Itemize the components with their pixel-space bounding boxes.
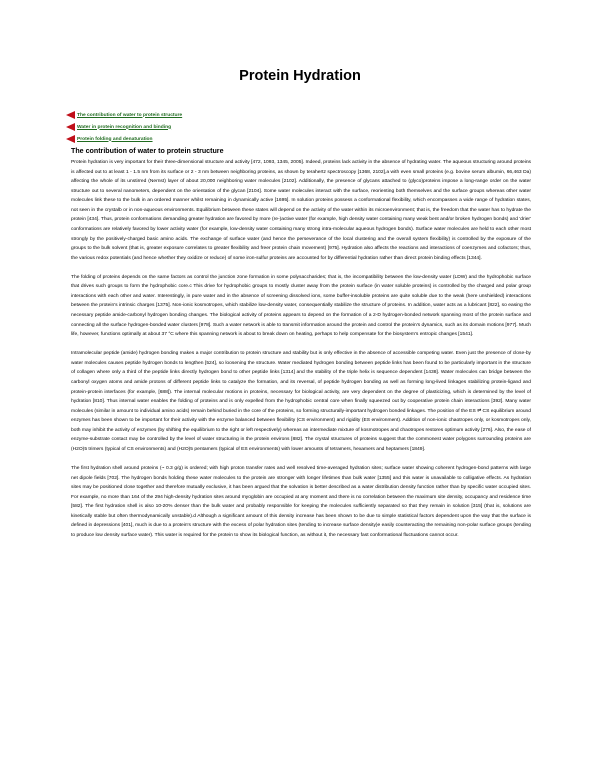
left-arrow-icon: [66, 135, 75, 143]
table-of-contents: [66, 109, 182, 145]
left-arrow-icon: [66, 111, 75, 119]
paragraph: Protein hydration is very important for their three-dimensional structure and activity [472, 1093, 1345, 2005]. Indeed, proteins lack activity in the absence of hydrating water. The aqueous structuring around proteins is affected out to at least 1 - 1.5 nm from its surface or 2 - 3 nm between neighboring proteins, as shown by terahertz spectroscopy [1368, 2102],a with even small proteins (e.g. bovine serum albumin, 66,463 Da) affecting the whole of its unstirred (Nernst) layer of about 20,000 neighboring water molecules [2102]. Additionally, the presence of glycans attached to (glyco)proteins impose a long-range order on the water structure out to several nanometers, dependent on the orientation of the glycan [2104]. Some water molecules interact with the surface, reorienting both themselves and the surface groups whereas other water molecules link these to the bulk in an ordered manner whilst remaining in dynamically active [1695]. In solution proteins possess a conformational flexibility, which encompasses a wide range of hydration states, not seen in the crystalb or in non-aqueous environments. Equilibrium between these states will depend on the activity of the water within its microenvironment; that is, the freedom that the water has to hydrate the protein [434]. Thus, protein conformations demanding greater hydration are favored by more (re-)active water (for example, high density water containing many weak bent and/or broken hydrogen bonds) and 'drier' conformations are relatively favored by lower activity water (for example, low-density water containing many strong intra-molecular aqueous hydrogen bonds). Surface water molecules are held to each other most strongly by the positively-charged basic amino acids. The exchange of surface water (and hence the perseverance of the local clustering and the overall system flexibility) is controlled by the exposure of the groups to the bulk solvent (that is, greater exposure correlates to greater flexibility and freer protein chain movement) [975]. Hydration also affects the reactions and interactions of coenzymes and cofactors; thus, the various redox potentials (and hence whether they oxidize or reduce) of some iron-sulfur proteins are accounted for by differential hydration rather than direct protein binding effects [1344].: [71, 160, 531, 261]
page-title: Protein Hydration: [239, 68, 361, 84]
toc-item[interactable]: [66, 133, 182, 145]
left-arrow-icon: [66, 123, 75, 131]
toc-link-folding-denaturation[interactable]: Protein folding and denaturation: [77, 136, 153, 142]
toc-item[interactable]: [66, 121, 182, 133]
toc-link-recognition-binding[interactable]: Water in protein recognition and binding: [77, 124, 172, 130]
paragraph: Intramolecular peptide (amide) hydrogen bonding makes a major contribution to protein structure and stability but is only effective in the absence of accessible competing water. Even just the presence of close-by water molecules causes peptide hydrogen bonds to lengthen [524], so loosening the structure. Water mediated hydrogen bonding between peptide links has been found to be particularly important in the structure of collagen where only a third of the peptide links directly hydrogen bond to other peptide links [1314] and the stability of the triple helix is sequence dependent [1438]. Water molecules can bridge between the carbonyl oxygen atoms and amide protons of different peptide links to catalyze the formation, and its reversal, of peptide hydrogen bonding as well as forming long-lived linkages stabilizing protein-ligand and protein-protein interfaces (for example, [688]). The internal molecular motions in proteins, necessary for biological activity, are very dependent on the degree of plasticizing, which is determined by the level of hydration [810]. Thus internal water enables the folding of proteins and is only expelled from the hydrophobic central core when finally squeezed out by cooperative protein chain interactions [392]. Many water molecules (similar in amount to individual amino acids) remain behind buried in the core of the proteins, so forming structurally-important hydrogen bonded linkages. The position of the ES ⇌ CS equilibrium around enzymes has been shown to be important for their activity with the enzyme balanced between flexibility (CS environment) and rigidity (ES environment). Addition of non-ionic chaotropes only, or kosmotropes only, both may inhibit the activity of enzymes (by shifting the equilibrium to the right or left respectively) whereas an intermediate mixture of kosmotropes and chaotropes restores optimum activity [276]. Also, the ease of enzyme-substrate contact may be controlled by the level of water structuring in the protein environs [882]. The crystal structures of proteins suggest that the commonest water polygons surrounding proteins are (H2O)5 trimers (typical of CS environments) and (H2O)5 pentamers (typical of ES environments) with lower amounts of tetramers, hexamers and heptamers [1849].: [71, 351, 531, 452]
section-heading: The contribution of water to protein structure: [71, 147, 224, 155]
toc-item[interactable]: [66, 109, 182, 121]
paragraph: The folding of proteins depends on the same factors as control the junction zone formation in some polysaccharides; that is, the incompatibility between the low-density water (LDW) and the hydrophobic surface that drives such groups to form the hydrophobic core.c This drive for hydrophobic groups to mostly cluster away from the protein surface (in water soluble proteins) is controlled by the charged and polar group interactions with each other and water. Interestingly, in pure water and in the absence of screening dissolved ions, some buffer-insoluble proteins are quite soluble due to the weak (here unshielded) interactions between the protein's intrinsic charges [1375]. Non-ionic kosmotropes, which stabilize low-density water, consequentially stabilize the structure of proteins. In addition, water acts as a lubricant [822], so easing the necessary peptide amide-carbonyl hydrogen bonding changes. The biological activity of proteins appears to depend on the formation of a 2-D hydrogen-bonded network spanning most of the protein surface and connecting all the surface hydrogen-bonded water clusters [978]. Such a water network is able to transmit information around the protein and control the protein's dynamics, such as its domain motions [977]. Much life, however, functions optimally at about 37 °C where this spanning network is about to break down on heating, perhaps to help compensate for the biosystem's entropic changes [1541].: [71, 274, 531, 338]
toc-link-water-structure[interactable]: The contribution of water to protein structure: [77, 112, 183, 118]
article-body: [71, 158, 531, 550]
paragraph: The first hydration shell around proteins (~ 0.3 g/g) is ordered; with high proton transfer rates and well resolved time-averaged hydration sites; surface water showing coherent hydrogen-bond patterns with large net dipole fields [702]. The hydrogen bonds holding these water molecules to the protein are stronger with longer lifetimes than bulk water [1355] and this water is unavailable to colligative effects. As hydration sites may be positioned close together and therefore mutually exclusive, it has been argued that the solvation is better described as a water distribution density function rather than by specific water occupied sites. For example, no more than 164 of the 294 high-density hydration sites around myoglobin are occupied at any moment and there is no correlation between the maximum site density, occupancy and residence time [582]. The first hydration shell is also 10-20% denser than the bulk water and probably responsible for keeping the molecules sufficiently separated so that they remain in solution [315] (that is, solutions are kinetically stable but often thermodynamically unstable).d Although a significant amount of this density increase has been shown to be due to simple statistical factors dependent upon the way that the surface is defined in depressions [401], much is due to a protein's structure with the excess of polar hydration sites (tending to increase surface density)e easily counteracting the remaining non-polar surface groups (tending to produce low density surface water). This water is required for the protein to show its biological function, as without it, the necessary fast conformational fluctuations cannot occur.: [71, 466, 531, 539]
